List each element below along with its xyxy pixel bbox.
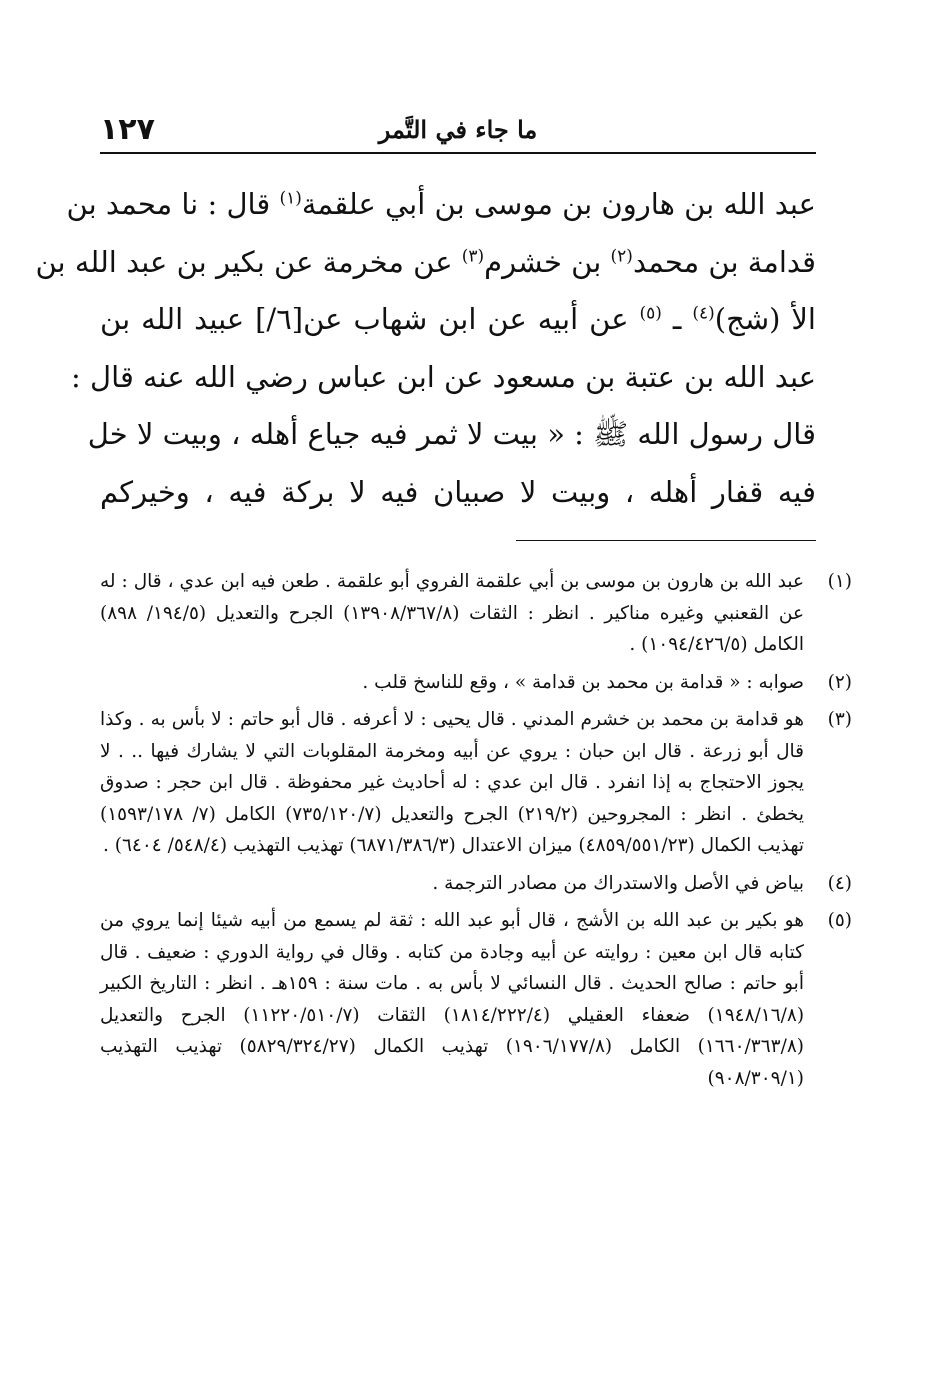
main-text-line	[71, 349, 816, 407]
text-segment: عن مخرمة عن بكير بن عبد الله بن	[35, 244, 462, 279]
footnote-number: (٤)	[827, 872, 852, 894]
footnote-marker: (٢)	[610, 245, 633, 266]
footnote	[100, 905, 852, 1094]
footnote-text: هو بكير بن عبد الله بن الأشج ، قال أبو عبد الله : ثقة لم يسمع من أبيه شيئا إنما يروي من كتابه قال ابن معين : روايته عن أبيه وجادة من كتابه . وقال في رواية الدوري : ضعيف . قال أبو حاتم : صالح الحديث . قال النسائي لا بأس به . مات سنة : ١٥٩هـ . انظر : التاريخ الكبير (١٩٤٨/١٦/٨) ضعفاء العقيلي (١٨١٤/٢٢٢/٤) الثقات (١١٢٢٠/٥١٠/٧) الجرح والتعديل (١٦٦٠/٣٦٣/٨) الكامل (١٩٠٦/١٧٧/٨) تهذيب الكمال (٥٨٢٩/٣٢٤/٢٧) تهذيب التهذيب (٩٠٨/٣٠٩/١)	[100, 910, 805, 1089]
text-segment: قال رسول الله ﷺ : « بيت لا ثمر فيه جياع أهله ، وبيت لا خل	[87, 417, 816, 451]
footnote	[100, 566, 852, 661]
footnotes	[100, 566, 852, 1100]
main-text-line	[100, 291, 816, 349]
main-text-line	[66, 176, 816, 234]
footnote-number: (٢)	[827, 671, 852, 693]
text-segment: الأ (شج)	[714, 302, 816, 336]
footnote	[100, 667, 852, 699]
footnote-marker: (٣)	[461, 245, 485, 266]
text-segment: قدامة بن محمد	[632, 244, 816, 279]
page-number: ١٢٧	[100, 112, 155, 147]
footnote-text: صوابه : « قدامة بن محمد بن قدامة » ، وقع للناسخ قلب .	[362, 671, 804, 693]
footnote	[100, 704, 852, 862]
footnote	[100, 868, 852, 900]
page-header	[100, 108, 816, 154]
footnote-text: هو قدامة بن محمد بن خشرم المدني . قال يحيى : لا أعرفه . قال أبو حاتم : لا بأس به . وكذا قال أبو زرعة . قال ابن حبان : يروي عن أبيه ومخرمة المقلوبات التي لا يشارك فيها .. . لا يجوز الاحتجاج به إذا انفرد . قال ابن عدي : له أحاديث غير محفوظة . قال ابن حجر : صدوق يخطئ . انظر : المجروحين (٢١٩/٢) الجرح والتعديل (٧٣٥/١٢٠/٧) الكامل (٧/ ١٥٩٣/١٧٨) تهذيب الكمال (٤٨٥٩/٥٥١/٢٣) ميزان الاعتدال (٦٨٧١/٣٨٦/٣) تهذيب التهذيب (٥٤٨/٤/ ٦٤٠٤) .	[100, 709, 804, 856]
text-segment: عبد الله بن هارون بن موسى بن أبي علقمة	[301, 187, 816, 221]
footnote-text: عبد الله بن هارون بن موسى بن أبي علقمة الفروي أبو علقمة . طعن فيه ابن عدي ، قال : له عن القعنبي وغيره مناكير . انظر : الثقات (١٣٩٠٨/٣٦٧/٨) الجرح والتعديل (١٩٤/٥/ ٨٩٨) الكامل (١٠٩٤/٤٢٦/٥) .	[100, 571, 804, 655]
text-segment: عن أبيه عن ابن شهاب عن[٦/] عبيد الله بن	[100, 302, 640, 336]
main-text-line	[87, 406, 816, 464]
main-text-line	[35, 234, 816, 292]
text-segment: بن خشرم	[484, 244, 611, 279]
footnote-separator	[516, 540, 816, 541]
text-segment: قال : نا محمد بن	[66, 187, 280, 221]
text-segment: عبد الله بن عتبة بن مسعود عن ابن عباس رضي الله عنه قال :	[71, 359, 816, 394]
footnote-marker: (٥)	[639, 303, 662, 324]
main-text-line	[100, 464, 816, 522]
footnote-marker: (١)	[279, 188, 302, 209]
footnote-number: (٣)	[827, 709, 852, 730]
footnote-text: بياض في الأصل والاستدراك من مصادر الترجمة .	[432, 872, 804, 894]
footnote-marker: (٤)	[692, 303, 715, 324]
text-segment: فيه قفار أهله ، وبيت لا صبيان فيه لا بركة فيه ، وخيركم	[100, 474, 816, 509]
running-title: ما جاء في التَّمر	[378, 115, 538, 144]
text-segment: ـ	[661, 302, 693, 336]
footnote-number: (٥)	[827, 910, 852, 931]
footnote-number: (١)	[827, 571, 852, 592]
main-text	[35, 176, 816, 521]
